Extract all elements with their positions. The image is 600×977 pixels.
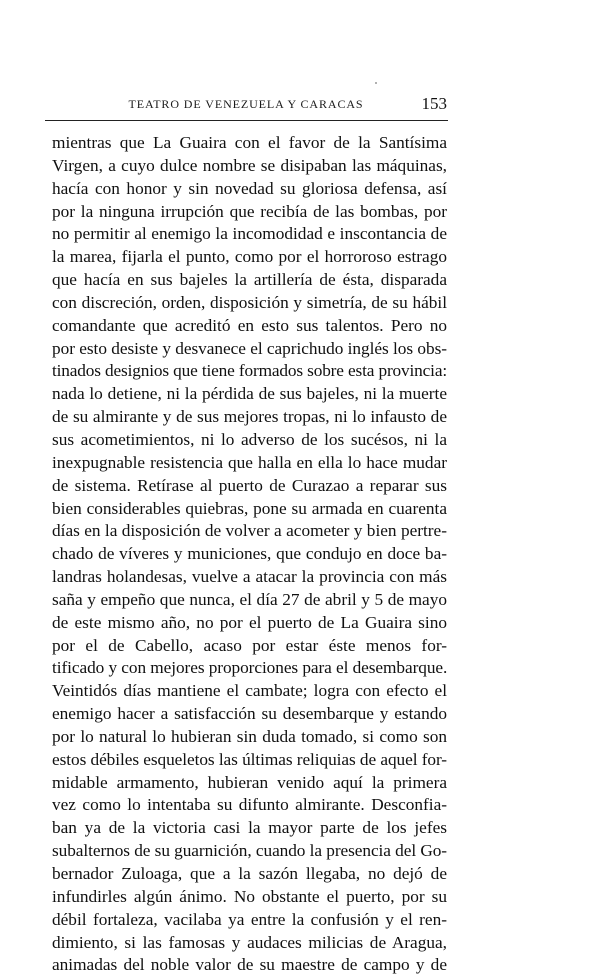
text-line: de sistema. Retírase al puerto de Curazao a reparar sus	[52, 475, 447, 495]
text-line: subalternos de su guarnición, cuando la presencia del Go-	[52, 841, 447, 861]
text-line: landras holandesas, vuelve a atacar la provincia con más	[52, 567, 447, 587]
text-line: hacía con honor y sin novedad su gloriosa defensa, así	[52, 178, 447, 198]
text-line: animadas del noble valor de su maestre de campo y de	[52, 955, 447, 975]
text-line: días en la disposición de volver a acometer y bien pertre-	[52, 521, 447, 541]
text-line: no permitir al enemigo la incomodidad e inscontancia de	[52, 224, 447, 244]
text-line: ban ya de la victoria casi la mayor parte de los jefes	[52, 818, 447, 838]
text-line: con discreción, orden, disposición y simetría, de su hábil	[52, 292, 447, 312]
body-text	[52, 132, 447, 977]
text-line: de este mismo año, no por el puerto de La Guaira sino	[52, 612, 447, 632]
paper-speck	[375, 82, 377, 84]
text-line: vez como lo intentaba su difunto almirante. Desconfia-	[52, 795, 447, 815]
text-line: bernador Zuloaga, que a la sazón llegaba, no dejó de	[52, 864, 447, 883]
text-line: enemigo hacer a satisfacción su desembarque y estando	[52, 704, 447, 724]
text-line: de su almirante y de sus mejores tropas, ni lo infausto de	[52, 407, 447, 427]
text-line: por lo natural lo hubieran sin duda tomado, si como son	[52, 726, 447, 746]
text-line: nada lo detiene, ni la pérdida de sus bajeles, ni la muerte	[52, 384, 447, 404]
text-line: dimiento, si las famosas y audaces milicias de Aragua,	[52, 932, 447, 952]
text-line: Virgen, a cuyo dulce nombre se disipaban las máquinas,	[52, 155, 447, 175]
text-line: infundirles algún ánimo. No obstante el puerto, por su	[52, 886, 447, 906]
text-line: comandante que acreditó en esto sus talentos. Pero no	[52, 315, 447, 335]
page-header	[45, 94, 447, 116]
text-line: estos débiles esqueletos las últimas reliquias de aquel for-	[52, 749, 447, 769]
text-line: la marea, fijarla el punto, como por el horroroso estrago	[52, 247, 447, 267]
header-rule	[45, 120, 448, 121]
text-line: chado de víveres y municiones, que condujo en doce ba-	[52, 544, 447, 564]
text-line: sus acometimientos, ni lo adverso de los sucésos, ni la	[52, 429, 447, 449]
text-line: por el de Cabello, acaso por estar éste menos for-	[52, 635, 447, 655]
text-line: inexpugnable resistencia que halla en ella lo hace mudar	[52, 452, 447, 472]
text-line: saña y empeño que nunca, el día 27 de abril y 5 de mayo	[52, 589, 447, 609]
text-line: débil fortaleza, vacilaba ya entre la confusión y el ren-	[52, 909, 447, 929]
text-line: por la ninguna irrupción que recibía de las bombas, por	[52, 201, 447, 221]
text-line: Veintidós días mantiene el cambate; logra con efecto el	[52, 681, 447, 701]
text-line: tinados designios que tiene formados sobre esta provincia:	[52, 361, 447, 381]
text-line: tificado y con mejores proporciones para el desembarque.	[52, 658, 448, 678]
text-line: midable armamento, hubieran venido aquí la primera	[52, 772, 447, 792]
running-title: TEATRO DE VENEZUELA Y CARACAS	[128, 97, 364, 111]
text-line: por esto desiste y desvanece el caprichudo inglés los obs-	[52, 338, 447, 358]
page-number: 153	[421, 94, 447, 113]
text-line: que hacía en sus bajeles la artillería de ésta, disparada	[52, 270, 447, 290]
text-line: bien considerables quiebras, pone su armada en cuarenta	[52, 498, 447, 518]
text-line: mientras que La Guaira con el favor de la Santísima	[52, 133, 447, 152]
